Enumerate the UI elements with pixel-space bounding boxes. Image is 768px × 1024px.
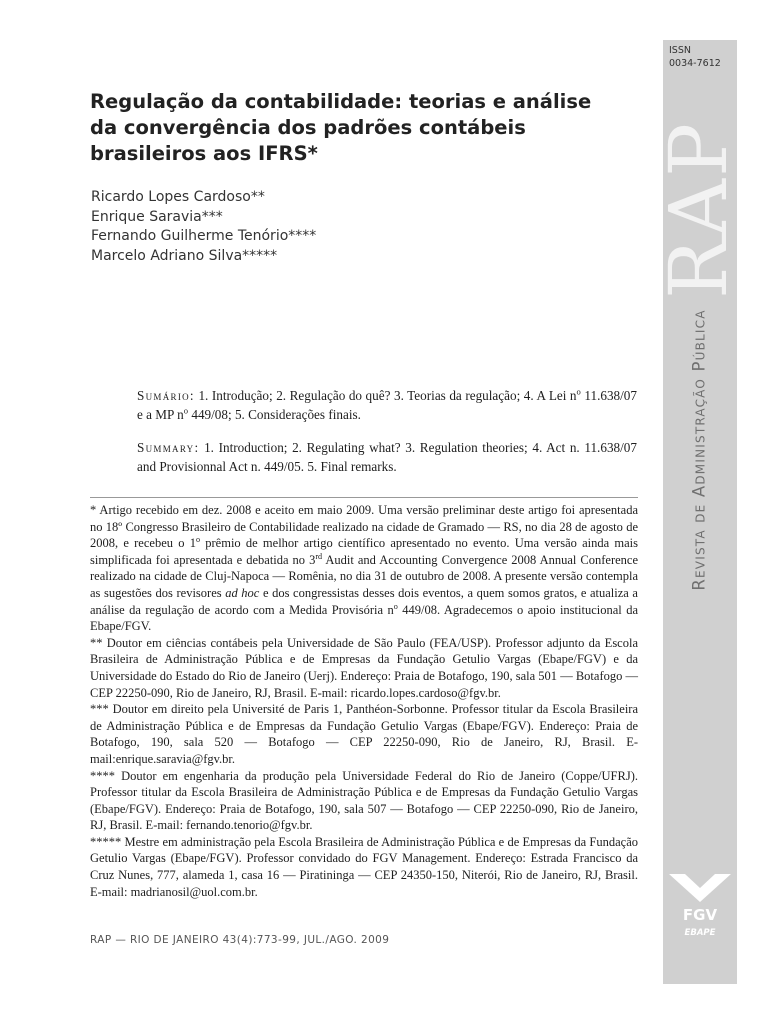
footnote-3: *** Doutor em direito pela Université de Paris 1, Panthéon-Sorbonne. Professor titular da Escola Brasileira de Administração Pública e de Empresas da Fundação Getulio Vargas (Ebape/FGV). Endereço: Praia de Botafogo, 190, sala 520 — Botafogo — CEP 22250-090, Rio de Janeiro, RJ, Brasil. E-mail:enrique.saravia@fgv.br. <box>90 702 638 766</box>
fgv-logo-text: FGV <box>682 906 718 924</box>
issn-label: ISSN <box>669 45 691 56</box>
footnote-5: ***** Mestre em administração pela Escola Brasileira de Administração Pública e de Empresas da Fundação Getulio Vargas (Ebape/FGV). Professor convidado do FGV Management. Endereço: Estrada Francisco da Cruz Nunes, 777, alameda 1, casa 16 — Piratininga — CEP 24350-150, Niterói, Rio de Janeiro, RJ, Brasil. E-mail: madrianosil@uol.com.br. <box>90 834 638 899</box>
author-list <box>91 188 316 266</box>
footnote-text: prêmio de melhor artigo científico apresentado no evento. Uma versão ainda mais simplificada foi apresentada e debatida no 3 <box>90 536 639 567</box>
italic-term: ad hoc <box>225 585 260 600</box>
ordinal-superscript: o <box>393 601 398 611</box>
journal-sidebar <box>652 40 745 984</box>
footnote-divider <box>90 497 638 498</box>
fgv-logo-icon <box>669 874 731 904</box>
sumario-text: 449/08; 5. Considerações finais. <box>188 407 361 422</box>
title-line: da convergência dos padrões contábeis <box>90 116 526 139</box>
ebape-logo-text: EBAPE <box>684 928 716 938</box>
author-name: Ricardo Lopes Cardoso** <box>91 189 265 205</box>
ordinal-superscript: o <box>195 535 201 545</box>
author-name: Fernando Guilherme Tenório**** <box>91 228 317 244</box>
journal-name: Revista de Administração Pública <box>689 309 709 591</box>
issn <box>669 44 721 70</box>
summary-block <box>137 438 637 476</box>
footnote-text: e dos congressistas desses dois eventos, a quem somos gratos, e atualiza a análise da regulação de acordo com a Medida Provisória n <box>90 585 638 617</box>
rap-logo-text: RAP <box>652 121 745 299</box>
article-title <box>90 89 650 167</box>
footnote-1 <box>90 502 638 635</box>
ordinal-superscript: o <box>576 386 581 397</box>
sumario-text: 1. Introdução; 2. Regulação do quê? 3. Teorias da regulação; 4. A Lei n <box>194 388 577 403</box>
sumario-text: 11.638/07 e a MP n <box>137 388 637 422</box>
author-name: Marcelo Adriano Silva***** <box>91 247 278 264</box>
summary-text: 1. Introduction; 2. Regulating what? 3. Regulation theories; 4. Act n. 11.638/07 and Provisionnal Act n. 449/05. 5. Final remarks. <box>137 440 637 474</box>
footnote-text: Audit and Accounting Convergence 2008 Annual Conference realizado na cidade de Cluj-Napoca — Romênia, no dia 31 de outubro de 2008. A presente versão contempla as sugestões dos revisores <box>90 552 639 600</box>
footnote-2: ** Doutor em ciências contábeis pela Universidade de São Paulo (FEA/USP). Professor adjunto da Escola Brasileira de Administração Pública e de Empresas da Fundação Getulio Vargas (Ebape/FGV) e da Universidade do Estado do Rio de Janeiro (Uerj). Endereço: Praia de Botafogo, 190, sala 501 — Botafogo — CEP 22250-090, Rio de Janeiro, RJ, Brasil. E-mail: ricardo.lopes.cardoso@fgv.br. <box>90 635 638 700</box>
footnote-text: * Artigo recebido em dez. 2008 e aceito em maio 2009. Uma versão preliminar deste artigo foi apresentada no 18º Congresso Brasileiro de Contabilidade realizado na cidade de Gramado — RS, no dia 28 de agosto de 2008, e recebeu o 1 <box>90 503 638 551</box>
sumario-label: Sumário: <box>137 388 195 403</box>
title-line: brasileiros aos IFRS* <box>90 142 318 165</box>
footnote-text: 449/08. Agradecemos o apoio institucional da Ebape/FGV. <box>90 602 639 634</box>
footnotes <box>90 502 638 900</box>
page-footer: RAP — RIO DE JANEIRO 43(4):773-99, JUL./AGO. 2009 <box>90 934 390 946</box>
summary-label: Summary: <box>137 440 200 455</box>
issn-number: 0034-7612 <box>669 58 721 69</box>
title-line: Regulação da contabilidade: teorias e análise <box>90 90 592 113</box>
ordinal-superscript: o <box>183 405 189 416</box>
footnote-4: **** Doutor em engenharia da produção pela Universidade Federal do Rio de Janeiro (Coppe/UFRJ). Professor titular da Escola Brasileira de Administração Pública e de Empresas da Fundação Getulio Vargas (Ebape/FGV). Endereço: Praia de Botafogo, 190, sala 507 — Botafogo — CEP 22250-090, Rio de Janeiro, RJ, Brasil. E-mail: fernando.tenorio@fgv.br. <box>90 768 638 833</box>
author-name: Enrique Saravia*** <box>91 208 223 225</box>
ordinal-superscript: rd <box>315 551 323 561</box>
sumario-block <box>137 386 637 424</box>
